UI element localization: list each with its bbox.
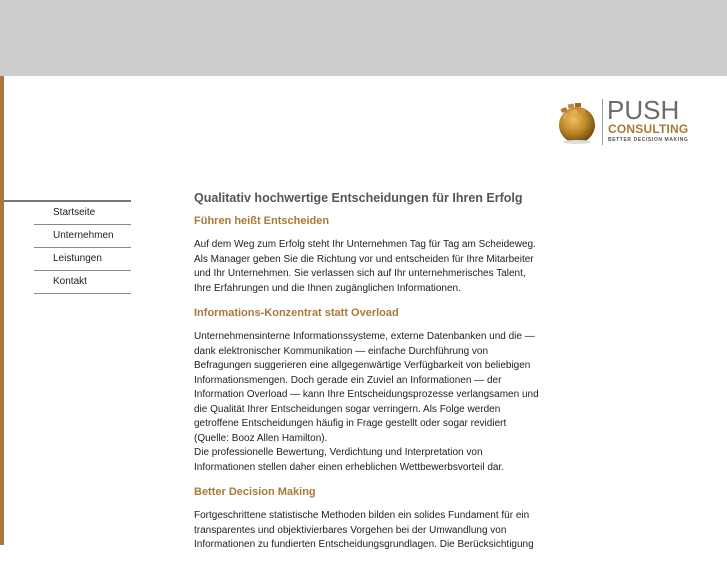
section-heading: Informations-Konzentrat statt Overload bbox=[194, 307, 399, 319]
nav-item-leistungen[interactable]: Leistungen bbox=[34, 248, 131, 271]
globe-logo-icon bbox=[557, 100, 597, 144]
nav-item-kontakt[interactable]: Kontakt bbox=[34, 271, 131, 294]
page-title: Qualitativ hochwertige Entscheidungen für Ihren Erfolg bbox=[194, 191, 523, 205]
section-heading: Führen heißt Entscheiden bbox=[194, 215, 330, 227]
push-consulting-logo[interactable] bbox=[555, 97, 695, 149]
section-body: Auf dem Weg zum Erfolg steht Ihr Unternehmen Tag für Tag am Scheideweg. Als Manager geben Sie die Richtung vor und entscheiden für Ihre Mitarbeiter und Ihr Unternehmen. Sie verlassen sich auf Ihr unternehmerisches Talent, Ihre Erfahrungen und die Ihnen zugänglichen Informationen. bbox=[194, 239, 536, 294]
section-body: Unternehmensinterne Informationssysteme, externe Datenbanken und die — dank elektronischer Kommunikation — einfache Durchführung von Befragungen suggerieren eine allgegenwärtige Verfügbarkeit von beliebigen Informationsmengen. Doch gerade ein Zuviel an Informationen — der Information Overload — kann Ihre Entscheidungsprozesse verlangsamen und die Qualität Ihrer Entscheidungen sogar verringern. Als Folge werden getroffene Entscheidungen häufig in Frage gestellt oder sogar revidiert (Quelle: Booz Allen Hamilton). bbox=[194, 331, 539, 444]
section-heading: Better Decision Making bbox=[194, 486, 316, 498]
section-body-continued: Die professionelle Bewertung, Verdichtung und Interpretation von Informationen stellen daher einen erheblichen Wettbewerbsvorteil dar. bbox=[194, 447, 504, 473]
section-body: Fortgeschrittene statistische Methoden bilden ein solides Fundament für ein transparentes und objektivierbares Vorgehen bei der Umwandlung von Informationen zu fundierten Entscheidungsgrundlagen. Die Berücksichtigung bbox=[194, 510, 534, 550]
left-accent-stripe bbox=[0, 76, 4, 545]
logo-divider bbox=[602, 99, 603, 145]
main-content bbox=[194, 189, 544, 563]
top-banner bbox=[0, 0, 727, 76]
nav-item-startseite[interactable]: Startseite bbox=[34, 202, 131, 225]
nav-item-unternehmen[interactable]: Unternehmen bbox=[34, 225, 131, 248]
main-navigation bbox=[4, 200, 131, 294]
logo-brand: PUSH bbox=[607, 95, 680, 125]
logo-sub: CONSULTING bbox=[608, 122, 689, 136]
logo-tagline: BETTER DECISION MAKING bbox=[608, 137, 689, 143]
